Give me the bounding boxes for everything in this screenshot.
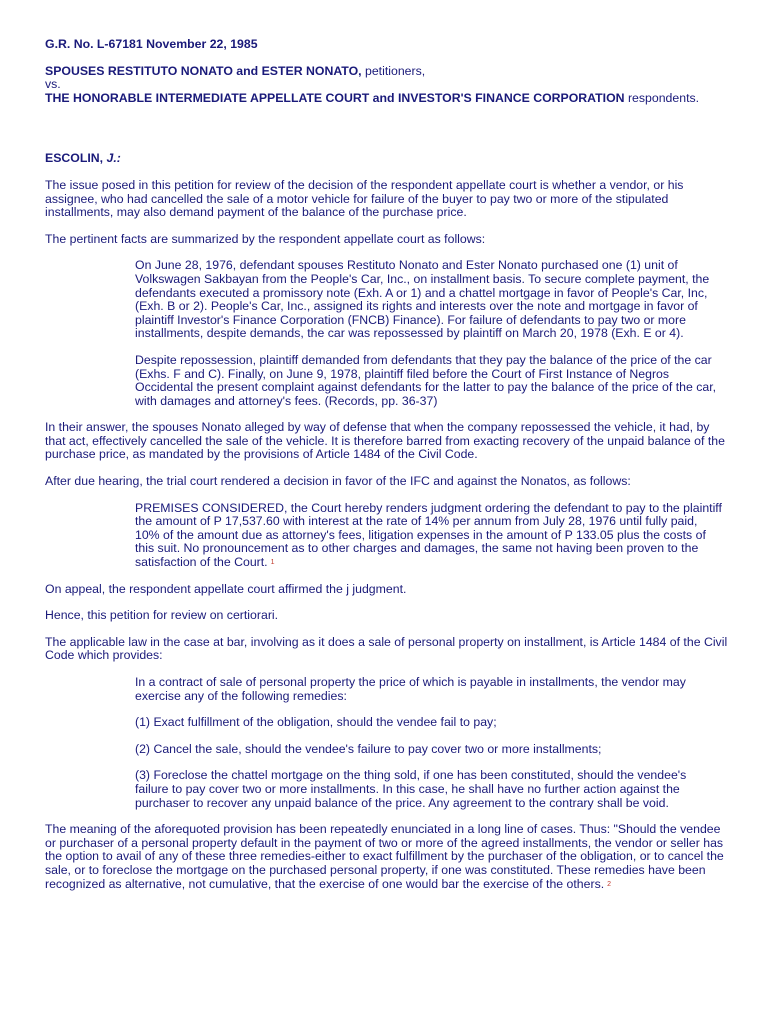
paragraph-answer: In their answer, the spouses Nonato alleged by way of defense that when the company repossessed the vehicle, it had, by that act, effectively cancelled the sale of the vehicle. It is therefore barred from exacting recovery of the unpaid balance of the purchase price, as mandated by the provisions of Article 1484 of the Civil Code.	[45, 420, 725, 462]
respondents-names: THE HONORABLE INTERMEDIATE APPELLATE COURT and INVESTOR'S FINANCE CORPORATION	[45, 90, 625, 105]
paragraph-trial-decision: After due hearing, the trial court rendered a decision in favor of the IFC and against the Nonatos, as follows:	[45, 474, 631, 489]
petitioners-role: petitioners,	[365, 63, 426, 78]
case-parties	[45, 65, 728, 106]
ponente	[45, 152, 728, 166]
paragraph-issue: The issue posed in this petition for review of the decision of the respondent appellate court is whether a vendor, or his assignee, who had cancelled the sale of a motor vehicle for failure of the buyer to pay two or more of the stipulated installments, may also demand payment of the balance of the purchase price.	[45, 177, 684, 220]
paragraph-applicable-law: The applicable law in the case at bar, involving as it does a sale of personal property on installment, is Article 1484 of the Civil Code which provides:	[45, 634, 728, 663]
paragraph-meaning-text: The meaning of the aforequoted provision has been repeatedly enunciated in a long line of cases. Thus: "Should the vendee or purchaser of a personal property default in the payment of two or more of the agreed installments, the vendor or seller has the option to avail of any of these three remedies-either to exact fulfillment by the purchaser of the obligation, or to cancel the sale, or to foreclose the mortgage on the purchased personal property, if one was constituted. These remedies have been recognized as alternative, not cumulative, that the exercise of one would bar the exercise of the others.	[45, 822, 724, 891]
quote-article-intro: In a contract of sale of personal property the price of which is payable in installments, the vendor may exercise any of the following remedies:	[135, 675, 686, 703]
case-number: G.R. No. L-67181 November 22, 1985	[45, 37, 258, 51]
respondents-line	[45, 92, 728, 106]
quote-dispositive	[45, 502, 728, 570]
quote-remedy-2: (2) Cancel the sale, should the vendee's failure to pay cover two or more installments;	[135, 741, 602, 756]
paragraph-appeal: On appeal, the respondent appellate court affirmed the j judgment.	[45, 581, 407, 596]
petitioners-line	[45, 65, 728, 79]
respondents-role: respondents.	[627, 90, 700, 105]
quote-remedy-3: (3) Foreclose the chattel mortgage on the thing sold, if one has been constituted, should the vendee's failure to pay cover two or more installments. In this case, he shall have no further action against the purchaser to recover any unpaid balance of the price. Any agreement to the contrary shall be void.	[135, 768, 687, 810]
quote-dispositive-text: PREMISES CONSIDERED, the Court hereby renders judgment ordering the defendant to pay to the plaintiff the amount of P 17,537.60 with interest at the rate of 14% per annum from July 28, 1976 until fully paid, 10% of the amount due as attorney's fees, litigation expenses in the amount of P 133.05 plus the costs of this suit. No pronouncement as to other charges and damages, the same not having been proven to the satisfaction of the Court.	[135, 500, 722, 570]
footnote-link-1[interactable]: 1	[270, 559, 275, 567]
quote-facts-1: On June 28, 1976, defendant spouses Restituto Nonato and Ester Nonato purchased one (1) unit of Volkswagen Sakbayan from the People's Car, Inc., on installment basis. To secure complete payment, the defendants executed a promissory note (Exh. A or 1) and a chattel mortgage in favor of People's Car, Inc, (Exh. B or 2). People's Car, Inc., assigned its rights and interests over the note and mortgage in favor of plaintiff Investor's Finance Corporation (FNCB) Finance). For failure of defendants to pay two or more installments, despite demands, the car was repossessed by plaintiff on March 20, 1978 (Exh. E or 4).	[135, 258, 710, 341]
quote-remedy-1: (1) Exact fulfillment of the obligation, should the vendee fail to pay;	[135, 715, 497, 730]
author-name: ESCOLIN,	[45, 151, 104, 166]
paragraph-facts-intro: The pertinent facts are summarized by the respondent appellate court as follows:	[45, 231, 486, 246]
versus: vs.	[45, 77, 61, 92]
paragraph-meaning	[45, 823, 728, 891]
petitioners-names: SPOUSES RESTITUTO NONATO and ESTER NONATO,	[45, 63, 362, 78]
paragraph-certiorari: Hence, this petition for review on certiorari.	[45, 608, 279, 623]
quote-facts-2: Despite repossession, plaintiff demanded from defendants that they pay the balance of the price of the car (Exhs. F and C). Finally, on June 9, 1978, plaintiff filed before the Court of First Instance of Negros Occidental the present complaint against defendants for the latter to pay the balance of the price of the car, with damages and attorney's fees. (Records, pp. 36-37)	[135, 352, 717, 408]
footnote-link-2[interactable]: 2	[607, 880, 612, 888]
author-title: J.:	[106, 151, 121, 166]
